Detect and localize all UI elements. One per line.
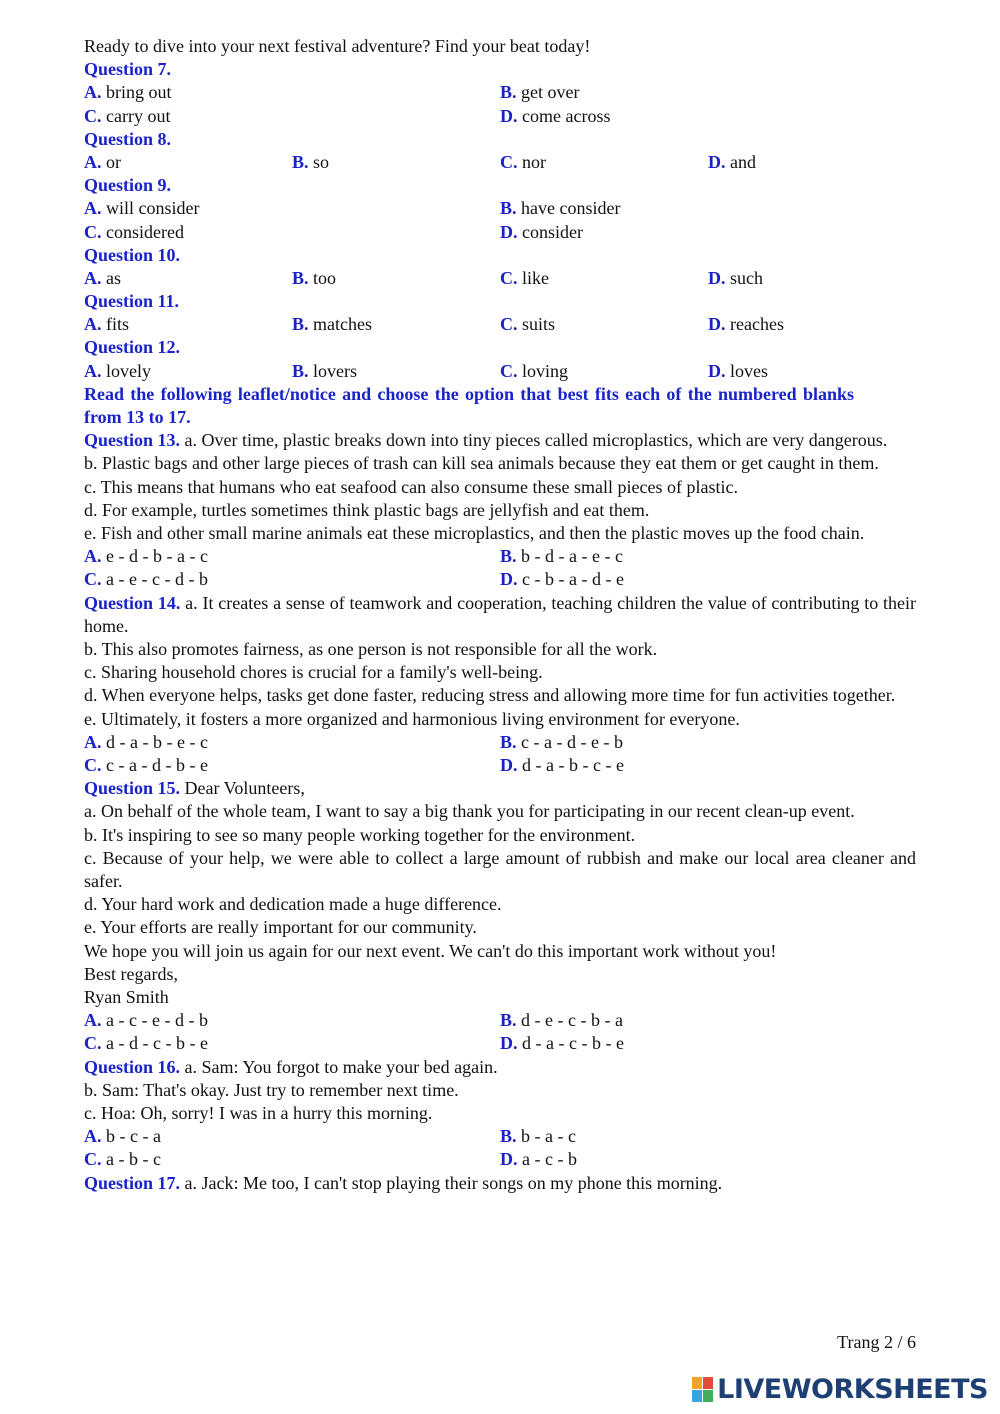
option-letter: D. [708, 360, 726, 381]
options-row [84, 313, 916, 336]
question-text-line [84, 847, 916, 893]
answer-option [84, 1125, 500, 1148]
question-text-line [84, 592, 916, 638]
question-title: Question 13. [84, 430, 181, 451]
option-text: matches [313, 314, 372, 335]
brand-name: LIVEWORKSHEETS [717, 1374, 988, 1405]
sentence: a. It creates a sense of teamwork and cooperation, teaching children the value of contributing to their home. [84, 592, 917, 636]
answer-option [708, 313, 916, 336]
question-title: Question 14. [84, 592, 181, 613]
question-title: Question 7. [84, 59, 172, 80]
option-letter: B. [500, 1010, 517, 1031]
option-letter: B. [292, 360, 309, 381]
option-text: d - e - c - b - a [521, 1010, 623, 1031]
option-letter: C. [500, 151, 518, 172]
option-letter: D. [500, 1149, 518, 1170]
option-text: c - a - d - e - b [521, 731, 623, 752]
option-letter: D. [500, 221, 518, 242]
option-letter: B. [500, 1126, 517, 1147]
question-text-line [84, 429, 916, 452]
option-letter: B. [292, 267, 309, 288]
question-title: Question 8. [84, 128, 172, 149]
sentence: c. Sharing household chores is crucial for a family's well-being. [84, 662, 543, 683]
option-text: b - a - c [521, 1126, 576, 1147]
option-text: a - b - c [106, 1149, 161, 1170]
option-text: and [730, 151, 756, 172]
option-letter: D. [708, 314, 726, 335]
question-text-line [84, 452, 916, 475]
question-block [84, 128, 916, 174]
question-block [84, 592, 916, 778]
option-text: lovers [313, 360, 358, 381]
answer-option [84, 81, 500, 104]
question-text-line [84, 708, 916, 731]
question-text-line [84, 940, 916, 963]
answer-option [84, 360, 292, 383]
option-letter: C. [84, 221, 102, 242]
option-letter: C. [84, 1033, 102, 1054]
option-letter: D. [708, 151, 726, 172]
question-text-line [84, 824, 916, 847]
sentence: a. Jack: Me too, I can't stop playing their songs on my phone this morning. [184, 1172, 723, 1193]
question-block [84, 58, 916, 128]
option-text: get over [521, 82, 580, 103]
options-row [84, 1148, 916, 1171]
question-text-line [84, 638, 916, 661]
option-text: a - c - b [522, 1149, 577, 1170]
sentence: a. Over time, plastic breaks down into tiny pieces called microplastics, which are very dangerous. [184, 430, 888, 451]
sentence: Ryan Smith [84, 987, 169, 1008]
question-block [84, 174, 916, 244]
answer-option [500, 1009, 916, 1032]
answer-option [500, 313, 708, 336]
sentence: b. It's inspiring to see so many people working together for the environment. [84, 824, 636, 845]
answer-option [500, 1032, 916, 1055]
option-letter: C. [84, 1149, 102, 1170]
question-text-line [84, 1172, 916, 1195]
questions-section-a [84, 58, 916, 383]
document-body [84, 35, 916, 1195]
option-text: as [106, 267, 121, 288]
question-text-line [84, 661, 916, 684]
sentence: b. Sam: That's okay. Just try to remember next time. [84, 1079, 459, 1100]
option-text: consider [522, 221, 583, 242]
answer-option [500, 731, 916, 754]
option-text: suits [522, 314, 556, 335]
option-text: d - a - b - e - c [106, 731, 208, 752]
option-text: b - c - a [106, 1126, 161, 1147]
question-title: Question 15. [84, 778, 181, 799]
option-text: have consider [521, 198, 621, 219]
option-text: d - a - c - b - e [522, 1033, 624, 1054]
question-block [84, 244, 916, 290]
option-letter: A. [84, 267, 102, 288]
answer-option [708, 267, 916, 290]
question-block [84, 1172, 916, 1195]
answer-option [84, 731, 500, 754]
sentence: Best regards, [84, 963, 178, 984]
options-row [84, 151, 916, 174]
options-row [84, 1009, 916, 1032]
option-text: too [313, 267, 337, 288]
option-text: considered [106, 221, 184, 242]
sentence: e. Ultimately, it fosters a more organized and harmonious living environment for everyone. [84, 708, 740, 729]
option-letter: C. [84, 569, 102, 590]
question-text-line [84, 522, 916, 545]
question-text-line [84, 1079, 916, 1102]
option-letter: D. [500, 569, 518, 590]
question-title: Question 11. [84, 291, 180, 312]
intro-line: Ready to dive into your next festival adventure? Find your beat today! [84, 36, 591, 56]
question-title: Question 17. [84, 1172, 181, 1193]
answer-option [708, 360, 916, 383]
page-number: Trang 2 / 6 [837, 1332, 916, 1352]
answer-option [500, 545, 916, 568]
option-letter: A. [84, 1126, 102, 1147]
options-row [84, 1032, 916, 1055]
question-text-line [84, 476, 916, 499]
options-row [84, 197, 916, 220]
options-row [84, 754, 916, 777]
options-row [84, 360, 916, 383]
option-text: fits [106, 314, 130, 335]
option-letter: C. [84, 755, 102, 776]
option-text: a - c - e - d - b [106, 1010, 208, 1031]
question-title: Question 9. [84, 175, 172, 196]
option-letter: A. [84, 1010, 102, 1031]
answer-option [500, 105, 916, 128]
section-instruction: Read the following leaflet/notice and choose the option that best fits each of the numbered blanks from 13 to 17. [84, 383, 854, 428]
answer-option [84, 754, 500, 777]
sentence: We hope you will join us again for our next event. We can't do this important work without you! [84, 940, 777, 961]
option-text: like [522, 267, 549, 288]
option-letter: C. [500, 267, 518, 288]
answer-option [500, 360, 708, 383]
option-letter: C. [500, 314, 518, 335]
answer-option [500, 197, 916, 220]
option-letter: A. [84, 151, 102, 172]
option-letter: D. [500, 105, 518, 126]
option-text: loves [730, 360, 768, 381]
answer-option [500, 81, 916, 104]
sentence: b. Plastic bags and other large pieces of trash can kill sea animals because they eat them or get caught in them. [84, 453, 879, 474]
question-text-line [84, 1056, 916, 1079]
options-row [84, 545, 916, 568]
answer-option [292, 151, 500, 174]
question-block [84, 290, 916, 336]
option-text: so [313, 151, 330, 172]
answer-option [500, 568, 916, 591]
answer-option [84, 313, 292, 336]
sentence: d. For example, turtles sometimes think plastic bags are jellyfish and eat them. [84, 499, 650, 520]
answer-option [84, 197, 500, 220]
option-letter: B. [500, 731, 517, 752]
option-text: nor [522, 151, 546, 172]
question-title: Question 16. [84, 1056, 181, 1077]
question-text-line [84, 916, 916, 939]
answer-option [84, 1148, 500, 1171]
answer-option [84, 267, 292, 290]
sentence: e. Your efforts are really important for our community. [84, 917, 477, 938]
answer-option [84, 568, 500, 591]
question-text-line [84, 800, 916, 823]
option-text: e - d - b - a - c [106, 546, 208, 567]
option-text: lovely [106, 360, 151, 381]
answer-option [84, 221, 500, 244]
option-text: c - b - a - d - e [522, 569, 624, 590]
sentence: b. This also promotes fairness, as one person is not responsible for all the work. [84, 639, 658, 660]
option-letter: B. [292, 314, 309, 335]
answer-option [84, 545, 500, 568]
option-text: a - d - c - b - e [106, 1033, 208, 1054]
liveworksheets-logo-icon [692, 1377, 713, 1402]
sentence: c. Because of your help, we were able to collect a large amount of rubbish and make our local area cleaner and safer. [84, 847, 916, 892]
question-text-line [84, 684, 916, 707]
option-letter: A. [84, 314, 102, 335]
option-letter: D. [500, 755, 518, 776]
question-text-line [84, 777, 916, 800]
question-text-line [84, 893, 916, 916]
sentence: Dear Volunteers, [184, 778, 305, 799]
option-text: such [730, 267, 763, 288]
option-text: come across [522, 105, 611, 126]
option-letter: D. [500, 1033, 518, 1054]
question-title: Question 12. [84, 337, 181, 358]
options-row [84, 221, 916, 244]
question-block [84, 429, 916, 591]
question-text-line [84, 986, 916, 1009]
option-letter: B. [292, 151, 309, 172]
answer-option [84, 151, 292, 174]
answer-option [292, 267, 500, 290]
answer-option [500, 151, 708, 174]
option-text: or [106, 151, 121, 172]
answer-option [708, 151, 916, 174]
option-letter: A. [84, 360, 102, 381]
option-text: loving [522, 360, 569, 381]
option-text: a - e - c - d - b [106, 569, 208, 590]
sentence: a. On behalf of the whole team, I want to say a big thank you for participating in our recent clean-up event. [84, 801, 855, 822]
question-block [84, 336, 916, 382]
sentence: d. Your hard work and dedication made a huge difference. [84, 894, 502, 915]
question-title: Question 10. [84, 244, 181, 265]
sentence: a. Sam: You forgot to make your bed again. [184, 1056, 498, 1077]
answer-option [500, 1125, 916, 1148]
option-letter: A. [84, 731, 102, 752]
options-row [84, 1125, 916, 1148]
answer-option [500, 221, 916, 244]
sentence: d. When everyone helps, tasks get done faster, reducing stress and allowing more time for fun activities together. [84, 685, 896, 706]
question-text-line [84, 1102, 916, 1125]
options-row [84, 568, 916, 591]
answer-option [500, 267, 708, 290]
option-text: d - a - b - c - e [522, 755, 624, 776]
option-letter: B. [500, 546, 517, 567]
option-letter: B. [500, 198, 517, 219]
question-block [84, 1056, 916, 1172]
option-letter: A. [84, 198, 102, 219]
brand-logo [692, 1374, 988, 1405]
option-text: will consider [106, 198, 200, 219]
answer-option [84, 1009, 500, 1032]
options-row [84, 267, 916, 290]
options-row [84, 105, 916, 128]
sentence: e. Fish and other small marine animals eat these microplastics, and then the plastic moves up the food chain. [84, 523, 865, 544]
sentence: c. Hoa: Oh, sorry! I was in a hurry this morning. [84, 1103, 433, 1124]
option-text: bring out [106, 82, 172, 103]
questions-section-b [84, 429, 916, 1195]
options-row [84, 731, 916, 754]
option-letter: A. [84, 546, 102, 567]
answer-option [84, 105, 500, 128]
option-letter: C. [500, 360, 518, 381]
question-text-line [84, 963, 916, 986]
option-text: c - a - d - b - e [106, 755, 208, 776]
options-row [84, 81, 916, 104]
answer-option [500, 1148, 916, 1171]
option-letter: A. [84, 82, 102, 103]
sentence: c. This means that humans who eat seafood can also consume these small pieces of plastic. [84, 476, 738, 497]
option-text: b - d - a - e - c [521, 546, 623, 567]
option-letter: B. [500, 82, 517, 103]
answer-option [292, 313, 500, 336]
answer-option [500, 754, 916, 777]
question-block [84, 777, 916, 1055]
answer-option [292, 360, 500, 383]
option-text: reaches [730, 314, 784, 335]
option-letter: D. [708, 267, 726, 288]
option-letter: C. [84, 105, 102, 126]
answer-option [84, 1032, 500, 1055]
option-text: carry out [106, 105, 171, 126]
question-text-line [84, 499, 916, 522]
